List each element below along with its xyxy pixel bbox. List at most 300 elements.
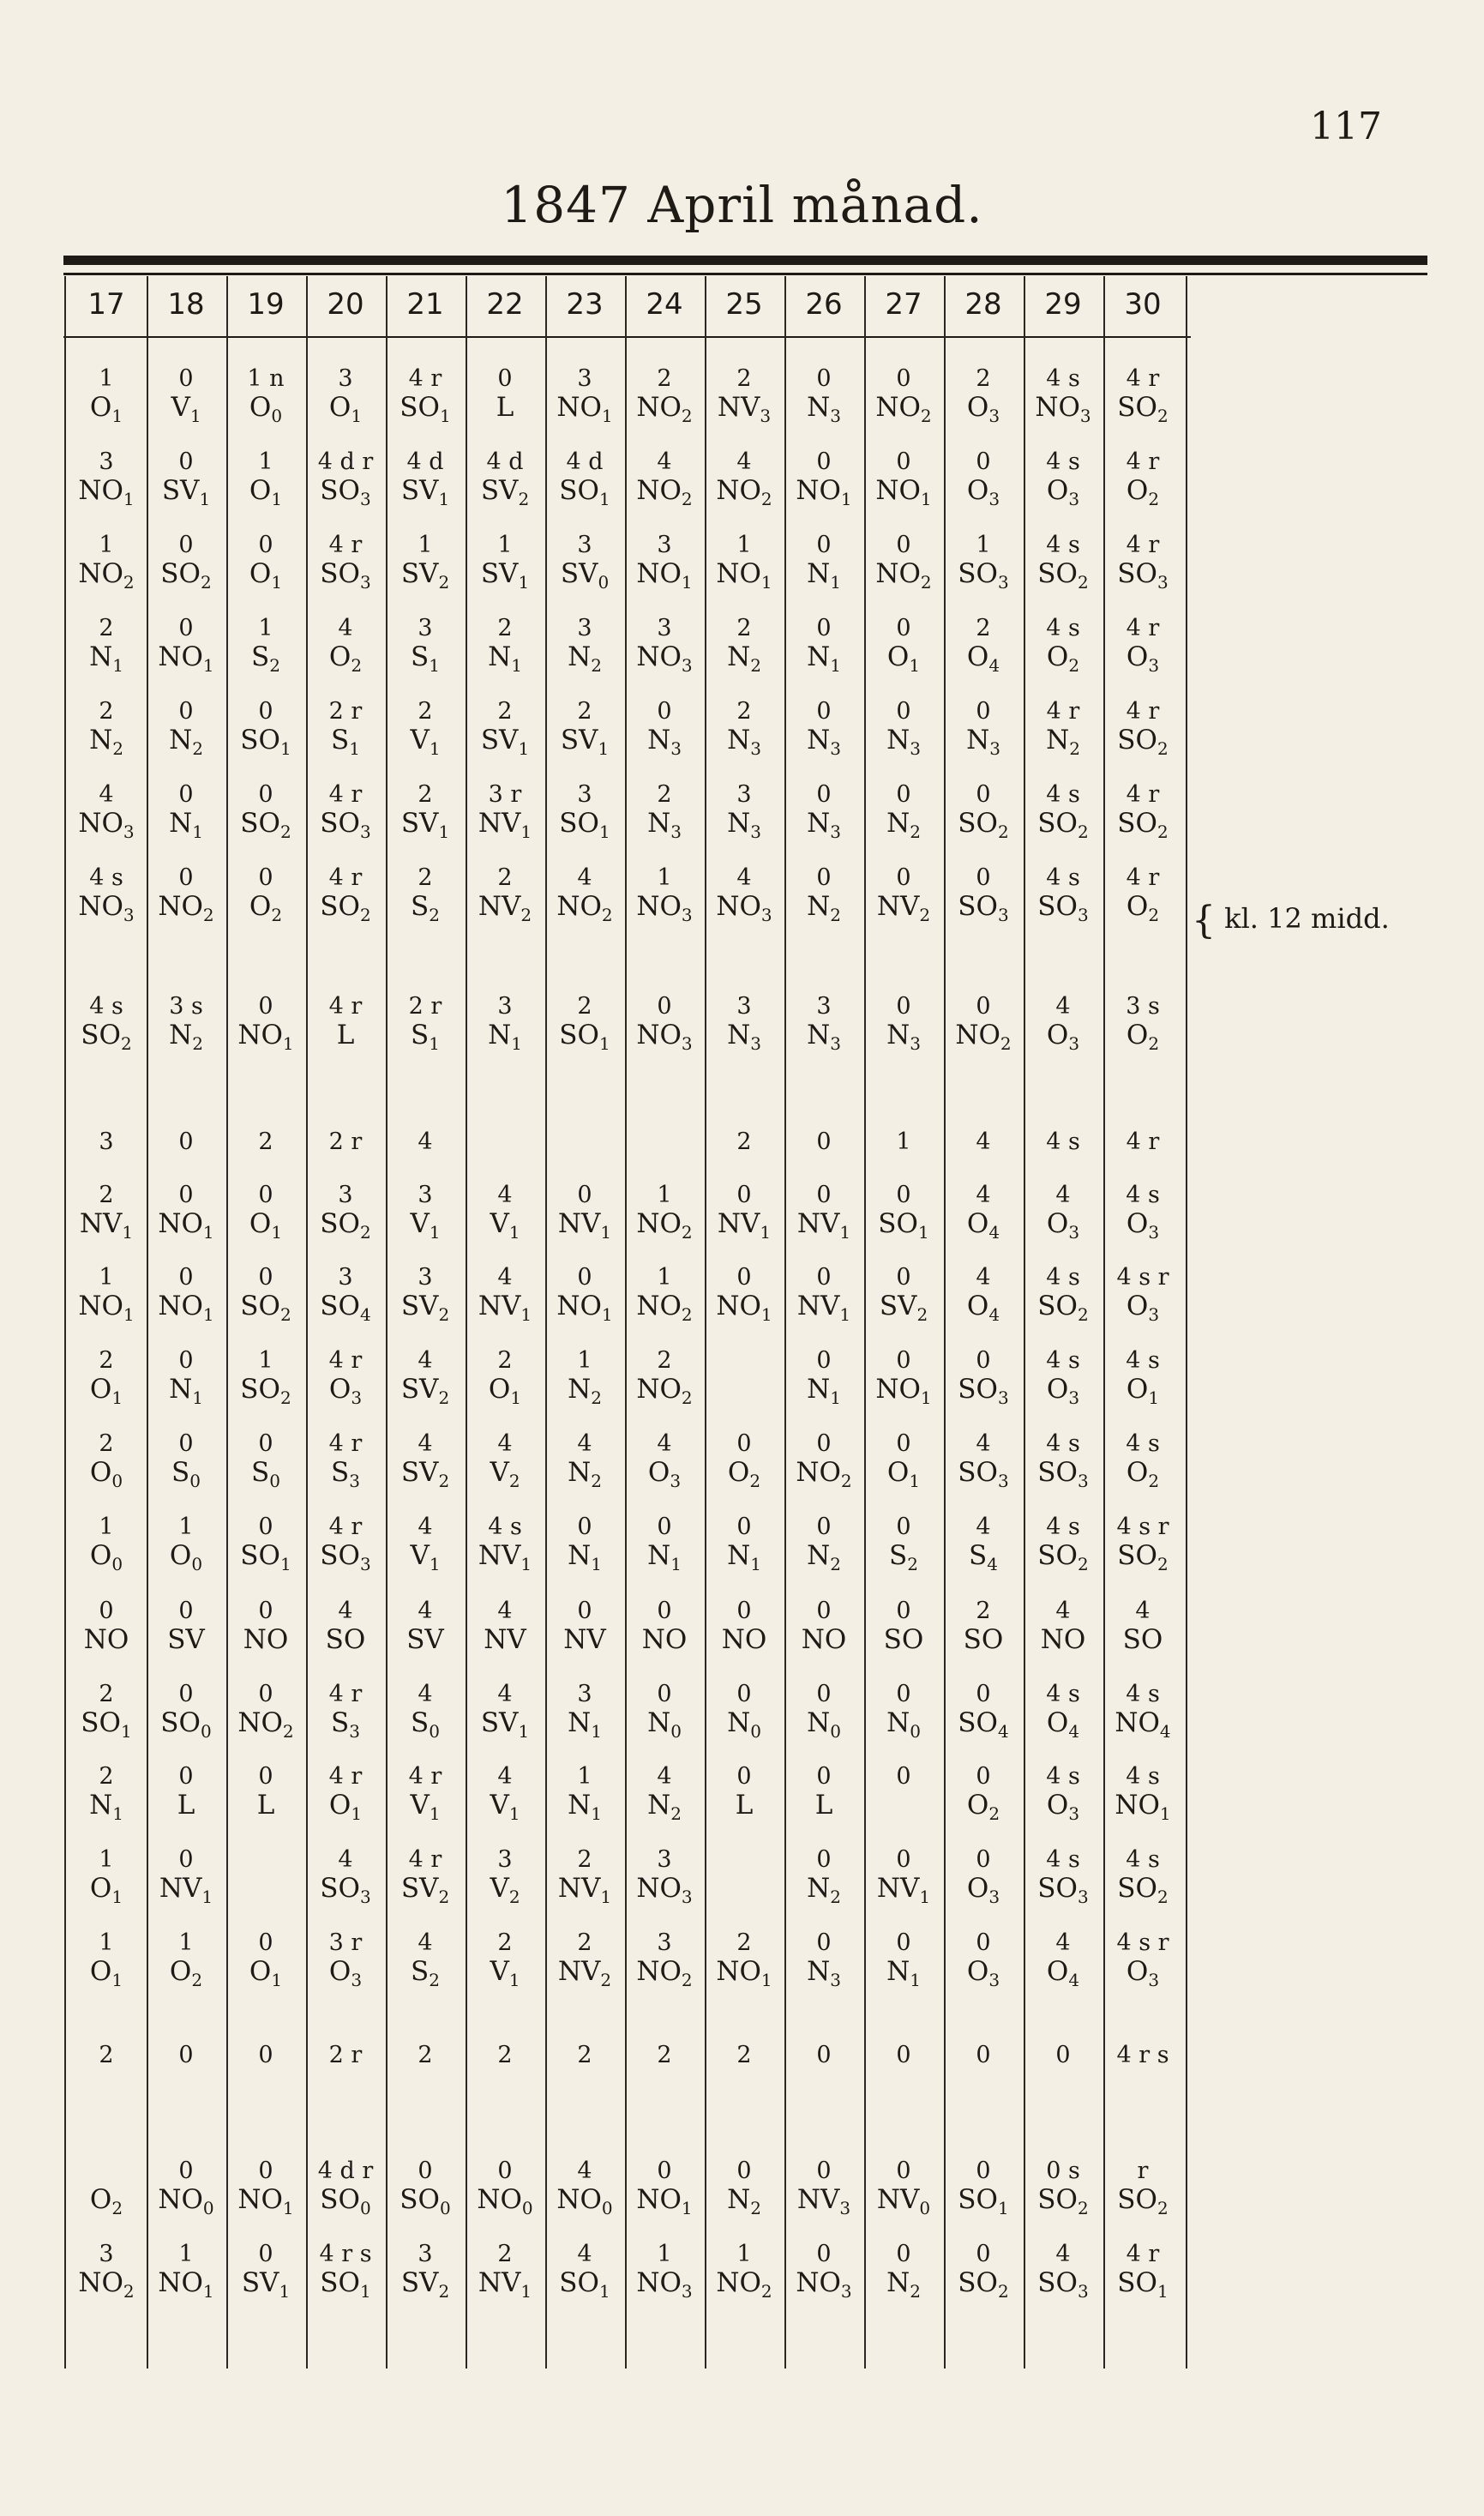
wind-value: $NO_1$ (78, 475, 135, 510)
observation-cell (305, 1931, 386, 1993)
observation-cell (66, 995, 147, 1056)
observation-cell (225, 450, 306, 512)
cloud-value: 0 (258, 532, 273, 558)
observation-cell (704, 450, 784, 512)
cloud-value: 4 s (1126, 1182, 1160, 1208)
column-header: 19 (247, 287, 285, 322)
observation-cell (225, 783, 306, 845)
observation-cell (465, 1682, 545, 1744)
wind-value: $NO_2$ (556, 891, 613, 926)
cloud-value: 2 (497, 864, 513, 891)
cloud-value: 2 (736, 365, 752, 392)
observation-cell (544, 2043, 625, 2105)
observation-cell (66, 1599, 147, 1661)
observation-cell (624, 2242, 705, 2304)
cloud-value: 2 (736, 1129, 752, 1155)
cloud-value: 0 (178, 781, 194, 808)
observation-cell (943, 1515, 1024, 1577)
observation-cell (225, 367, 306, 429)
cloud-value: 0 (896, 1347, 911, 1374)
observation-cell (544, 617, 625, 678)
cloud-value: 2 (99, 1763, 114, 1790)
cloud-value: 0 (816, 1929, 832, 1956)
cloud-value: 4 (976, 1129, 991, 1155)
wind-value: $S_1$ (411, 1020, 440, 1055)
observation-cell (305, 2242, 386, 2304)
cloud-value: 0 (896, 1763, 911, 1790)
observation-cell (66, 1266, 147, 1327)
observation-cell (225, 1682, 306, 1744)
observation-cell (1102, 617, 1183, 678)
observation-cell (943, 1931, 1024, 1993)
wind-value: $N_3$ (966, 725, 1000, 760)
observation-cell (1102, 783, 1183, 845)
cloud-value: 0 (736, 1264, 752, 1291)
wind-value (863, 1792, 944, 1827)
cloud-value: 0 (258, 1681, 273, 1707)
time-note-text: kl. 12 midd. (1224, 902, 1390, 935)
observation-cell (385, 1931, 466, 1993)
wind-value: $SO_2$ (1117, 1873, 1169, 1908)
wind-value: $NO_1$ (158, 1291, 214, 1326)
observation-cell (704, 1931, 784, 1993)
wind-value: $NO_4$ (1115, 1707, 1171, 1743)
cloud-value: 0 (816, 1430, 832, 1457)
wind-value: $SO_2$ (1037, 1291, 1089, 1326)
cloud-value: 0 (1055, 2042, 1071, 2068)
wind-value (704, 1875, 784, 1910)
cloud-value: 1 (577, 1763, 592, 1790)
wind-value: $O_4$ (1046, 1707, 1080, 1743)
cloud-value: 4 (497, 1430, 513, 1457)
cloud-value: 1 (418, 532, 433, 558)
wind-value: $N_1$ (568, 1790, 602, 1825)
cloud-value: 4 s (1046, 1129, 1080, 1155)
wind-value: $SO_1$ (559, 475, 610, 510)
observation-cell (943, 1349, 1024, 1411)
cloud-value: 4 s (1046, 448, 1080, 475)
wind-value: $S_3$ (331, 1457, 360, 1492)
cloud-value: 4 (657, 1763, 672, 1790)
wind-value: $O_3$ (647, 1457, 682, 1492)
cloud-value: 1 (99, 1264, 114, 1291)
wind-value: $N_2$ (1046, 725, 1080, 760)
wind-value: $O_3$ (1046, 475, 1080, 510)
cloud-value: 4 r (1126, 615, 1160, 641)
cloud-value: 4 r s (1116, 2042, 1169, 2068)
cloud-value: 0 (657, 698, 672, 725)
observation-cell (385, 1515, 466, 1577)
wind-value: $N_2$ (727, 641, 761, 677)
cloud-value: 0 (258, 1929, 273, 1956)
observation-cell (704, 1765, 784, 1827)
observation-cell (863, 1349, 944, 1411)
observation-cell (624, 1183, 705, 1245)
cloud-value: 3 (657, 615, 672, 641)
cloud-value: 1 (178, 1929, 194, 1956)
brace-icon: { (1192, 899, 1216, 942)
cloud-value: 0 (896, 698, 911, 725)
wind-value: $N_2$ (807, 1873, 841, 1908)
wind-value: $SV_1$ (560, 725, 610, 760)
wind-value: $NV_1$ (557, 1873, 612, 1908)
cloud-value: 2 (99, 1681, 114, 1707)
cloud-value: 4 s (1046, 365, 1080, 392)
wind-value (1102, 2071, 1183, 2105)
cloud-value: 0 (178, 448, 194, 475)
wind-value: $N_3$ (647, 808, 682, 843)
wind-value: $NV_2$ (876, 891, 931, 926)
cloud-value: 0 (816, 1598, 832, 1624)
cloud-value (225, 1848, 306, 1875)
cloud-value: 1 (99, 365, 114, 392)
wind-value: $N_2$ (169, 725, 203, 760)
wind-value: $N_3$ (807, 725, 841, 760)
wind-value: $O_0$ (249, 392, 283, 427)
observation-cell (1023, 1515, 1103, 1577)
observation-cell (863, 1682, 944, 1744)
observation-cell (146, 1432, 226, 1494)
observation-cell (943, 1183, 1024, 1245)
wind-value: $N_1$ (807, 558, 841, 593)
wind-value: $N_1$ (488, 1020, 522, 1055)
cloud-value: 4 s (1046, 1681, 1080, 1707)
wind-value (225, 1875, 306, 1910)
cloud-value: 3 (338, 1264, 353, 1291)
wind-value: $N_3$ (886, 1020, 921, 1055)
wind-value: $N_3$ (886, 725, 921, 760)
cloud-value: 4 (497, 1763, 513, 1790)
observation-cell (1102, 1266, 1183, 1327)
observation-cell (943, 700, 1024, 761)
column-header: 27 (885, 287, 922, 322)
wind-value: $NO_3$ (796, 2267, 852, 2302)
wind-value: $O_1$ (89, 1873, 123, 1908)
wind-value: $SO_0$ (320, 2184, 371, 2219)
cloud-value: 4 s (1046, 1763, 1080, 1790)
cloud-value: 4 r (408, 1846, 442, 1873)
cloud-value: 4 (418, 1430, 433, 1457)
cloud-value: 4 s (89, 993, 123, 1020)
cloud-value: 0 (258, 1182, 273, 1208)
wind-value: $SV_1$ (480, 558, 530, 593)
wind-value: $V_1$ (490, 1208, 520, 1243)
wind-value: $S_2$ (411, 891, 440, 926)
wind-value: $N_1$ (886, 1956, 921, 1991)
wind-value: $SO_0$ (400, 2184, 451, 2219)
cloud-value: 0 (896, 1929, 911, 1956)
observation-cell (943, 1599, 1024, 1661)
observation-cell (943, 450, 1024, 512)
observation-cell (624, 450, 705, 512)
wind-value: $SO_1$ (1117, 2267, 1169, 2302)
cloud-value: 0 (258, 2042, 273, 2068)
observation-cell (305, 866, 386, 928)
wind-value: $SO_2$ (320, 1208, 371, 1243)
observation-cell (66, 1515, 147, 1577)
observation-cell (66, 783, 147, 845)
observation-cell (624, 866, 705, 928)
cloud-value: 2 (99, 2042, 114, 2068)
observation-cell (305, 1515, 386, 1577)
wind-value: $SO_2$ (1117, 2184, 1169, 2219)
observation-cell (146, 995, 226, 1056)
cloud-value: 2 (577, 698, 592, 725)
wind-value: $O_3$ (328, 1956, 363, 1991)
cloud-value: 4 (1055, 1929, 1071, 1956)
cloud-value: 4 r (1046, 698, 1080, 725)
cloud-value: 3 r (488, 781, 522, 808)
wind-value: $O_1$ (328, 392, 363, 427)
wind-value: $NO_3$ (636, 641, 693, 677)
observation-cell (465, 783, 545, 845)
observation-cell (1102, 450, 1183, 512)
cloud-value: 4 (418, 1681, 433, 1707)
observation-cell (1023, 1349, 1103, 1411)
cloud-value: 4 r (328, 1430, 363, 1457)
cloud-value: 2 (258, 1129, 273, 1155)
wind-value: $N_2$ (807, 891, 841, 926)
wind-value: $S_1$ (331, 725, 360, 760)
observation-cell (943, 995, 1024, 1056)
cloud-value: 3 (338, 365, 353, 392)
column-header: 29 (1044, 287, 1082, 322)
wind-value: $V_1$ (410, 1208, 441, 1243)
wind-value: $SV_1$ (400, 475, 450, 510)
cloud-value: 0 (736, 1182, 752, 1208)
cloud-value: 0 (976, 1347, 991, 1374)
cloud-value: 0 (657, 2158, 672, 2184)
observation-cell (225, 1931, 306, 1993)
wind-value: $O_4$ (1046, 1956, 1080, 1991)
wind-value: $NO_2$ (78, 558, 135, 593)
wind-value: $V_1$ (410, 1790, 441, 1825)
observation-cell (704, 533, 784, 595)
cloud-value: 0 (178, 1347, 194, 1374)
cloud-value: 0 (976, 1763, 991, 1790)
wind-value: $SO_3$ (958, 1457, 1009, 1492)
observation-cell (863, 450, 944, 512)
observation-cell (863, 1765, 944, 1827)
observation-cell (863, 533, 944, 595)
observation-cell (784, 1349, 864, 1411)
wind-value: $NO_1$ (556, 1291, 613, 1326)
cloud-value: 0 (976, 993, 991, 1020)
observation-cell (305, 783, 386, 845)
wind-value: $N_1$ (169, 808, 203, 843)
observation-cell (863, 2043, 944, 2105)
cloud-value: 0 (816, 2241, 832, 2267)
cloud-value: 2 (99, 1182, 114, 1208)
cloud-value: 0 (976, 698, 991, 725)
cloud-value: 0 (418, 2158, 433, 2184)
wind-value: $NO_3$ (636, 891, 693, 926)
cloud-value: 2 (577, 1929, 592, 1956)
cloud-value: 0 (258, 864, 273, 891)
wind-value: $NO_2$ (636, 1374, 693, 1409)
wind-value: $N_3$ (807, 1956, 841, 1991)
observation-cell (1102, 1682, 1183, 1744)
observation-cell (784, 1432, 864, 1494)
cloud-value: 2 (736, 2042, 752, 2068)
wind-value (385, 2071, 466, 2105)
observation-cell (624, 1682, 705, 1744)
observation-cell (863, 1515, 944, 1577)
cloud-value: 0 (577, 1182, 592, 1208)
wind-value: $O_2$ (1046, 641, 1080, 677)
observation-cell (305, 367, 386, 429)
cloud-value: 0 (976, 1846, 991, 1873)
wind-value: $O_2$ (1126, 475, 1160, 510)
observation-cell (624, 700, 705, 761)
wind-value: $NO_3$ (716, 891, 772, 926)
wind-value: $SO_2$ (81, 1020, 132, 1055)
wind-value: $O_4$ (966, 1291, 1000, 1326)
observation-cell (1023, 700, 1103, 761)
page-number: 117 (1310, 105, 1382, 148)
wind-value: $SO_1$ (878, 1208, 929, 1243)
wind-value: $NO_2$ (875, 392, 932, 427)
top-rule-thick (63, 256, 1427, 265)
wind-value: $NO_1$ (237, 2184, 294, 2219)
observation-cell (305, 2159, 386, 2221)
observation-cell (1023, 2159, 1103, 2221)
observation-cell (704, 866, 784, 928)
cloud-value: 4 s (1046, 1846, 1080, 1873)
observation-cell (225, 700, 306, 761)
cloud-value: 2 (99, 698, 114, 725)
observation-cell (1102, 533, 1183, 595)
observation-cell (943, 367, 1024, 429)
wind-value: $SV_2$ (400, 1374, 450, 1409)
wind-value: $SO_3$ (1037, 891, 1089, 926)
cloud-value: 0 (896, 1846, 911, 1873)
wind-value: L (496, 392, 514, 423)
wind-value: $NO_2$ (636, 475, 693, 510)
observation-cell (784, 700, 864, 761)
cloud-value: 0 (736, 1681, 752, 1707)
wind-value: $N_3$ (807, 1020, 841, 1055)
wind-value: $V_2$ (490, 1457, 520, 1492)
wind-value: $SO_2$ (240, 1374, 291, 1409)
observation-cell (704, 2242, 784, 2304)
observation-cell (305, 1765, 386, 1827)
wind-value: $N_2$ (647, 1790, 682, 1825)
observation-cell (1102, 1183, 1183, 1245)
cloud-value: r (1137, 2158, 1149, 2184)
cloud-value: 4 s (1126, 1430, 1160, 1457)
wind-value: $NO_2$ (636, 1208, 693, 1243)
observation-cell (385, 1848, 466, 1910)
cloud-value: 4 (736, 864, 752, 891)
observation-cell (544, 1266, 625, 1327)
observation-cell (863, 2242, 944, 2304)
observation-cell (385, 450, 466, 512)
observation-cell (385, 2043, 466, 2105)
cloud-value: 4 r (328, 864, 363, 891)
cloud-value: 4 r (1126, 698, 1160, 725)
wind-value: $O_4$ (966, 641, 1000, 677)
observation-cell (385, 367, 466, 429)
observation-cell (146, 533, 226, 595)
cloud-value: 4 s r (1116, 1929, 1169, 1956)
cloud-value: 4 s (1046, 1347, 1080, 1374)
cloud-value: 2 (577, 993, 592, 1020)
observation-cell (66, 1349, 147, 1411)
cloud-value: 0 (976, 864, 991, 891)
wind-value: $S_2$ (411, 1956, 440, 1991)
cloud-value: 1 n (247, 365, 285, 392)
wind-value: SV (167, 1624, 205, 1655)
observation-cell (146, 617, 226, 678)
observation-cell (1102, 1432, 1183, 1494)
cloud-value: 0 (736, 1514, 752, 1540)
wind-value: $N_2$ (886, 808, 921, 843)
cloud-value: 0 (896, 993, 911, 1020)
cloud-value: 2 r (328, 2042, 363, 2068)
wind-value: $SO_2$ (1117, 725, 1169, 760)
cloud-value: 2 (577, 1846, 592, 1873)
wind-value: $SO_2$ (1117, 808, 1169, 843)
wind-value: $O_3$ (1126, 1208, 1160, 1243)
observation-cell (784, 2159, 864, 2221)
cloud-value: 0 (896, 615, 911, 641)
wind-value: $N_2$ (727, 2184, 761, 2219)
observation-cell (146, 1682, 226, 1744)
wind-value: $NO_0$ (556, 2184, 613, 2219)
observation-cell (66, 2242, 147, 2304)
cloud-value: 0 (178, 1264, 194, 1291)
wind-value: $NO_0$ (158, 2184, 214, 2219)
cloud-value: 2 (736, 698, 752, 725)
cloud-value: 0 (896, 1430, 911, 1457)
cloud-value: 1 (258, 615, 273, 641)
wind-value: $NO_3$ (1035, 392, 1091, 427)
observation-cell (1102, 1765, 1183, 1827)
wind-value: $NO_1$ (158, 2267, 214, 2302)
column-header: 18 (167, 287, 205, 322)
observation-cell (943, 2159, 1024, 2221)
wind-value: $SO_2$ (958, 2267, 1009, 2302)
observation-cell (624, 1765, 705, 1827)
observation-cell (544, 2159, 625, 2221)
wind-value (704, 2071, 784, 2105)
cloud-value: 1 (99, 1514, 114, 1540)
wind-value: $NV_1$ (478, 1540, 532, 1575)
cloud-value: 3 (736, 781, 752, 808)
wind-value: $N_2$ (568, 641, 602, 677)
cloud-value: 0 (896, 532, 911, 558)
observation-cell (704, 2043, 784, 2105)
observation-cell (66, 1432, 147, 1494)
observation-cell (544, 1432, 625, 1494)
wind-value: $O_2$ (1126, 1457, 1160, 1492)
wind-value: $NO_3$ (636, 1020, 693, 1055)
cloud-value: 0 (896, 1681, 911, 1707)
observation-cell (225, 617, 306, 678)
observation-cell (784, 1848, 864, 1910)
wind-value: $S_0$ (251, 1457, 280, 1492)
observation-cell (863, 1599, 944, 1661)
cloud-value: 4 d r (317, 2158, 374, 2184)
cloud-value: 2 r (328, 1129, 363, 1155)
observation-cell (1023, 1266, 1103, 1327)
cloud-value: 2 (497, 1347, 513, 1374)
wind-value: $NO_2$ (796, 1457, 852, 1492)
cloud-value: 0 (178, 1182, 194, 1208)
observation-cell (225, 2242, 306, 2304)
wind-value (704, 1376, 784, 1411)
